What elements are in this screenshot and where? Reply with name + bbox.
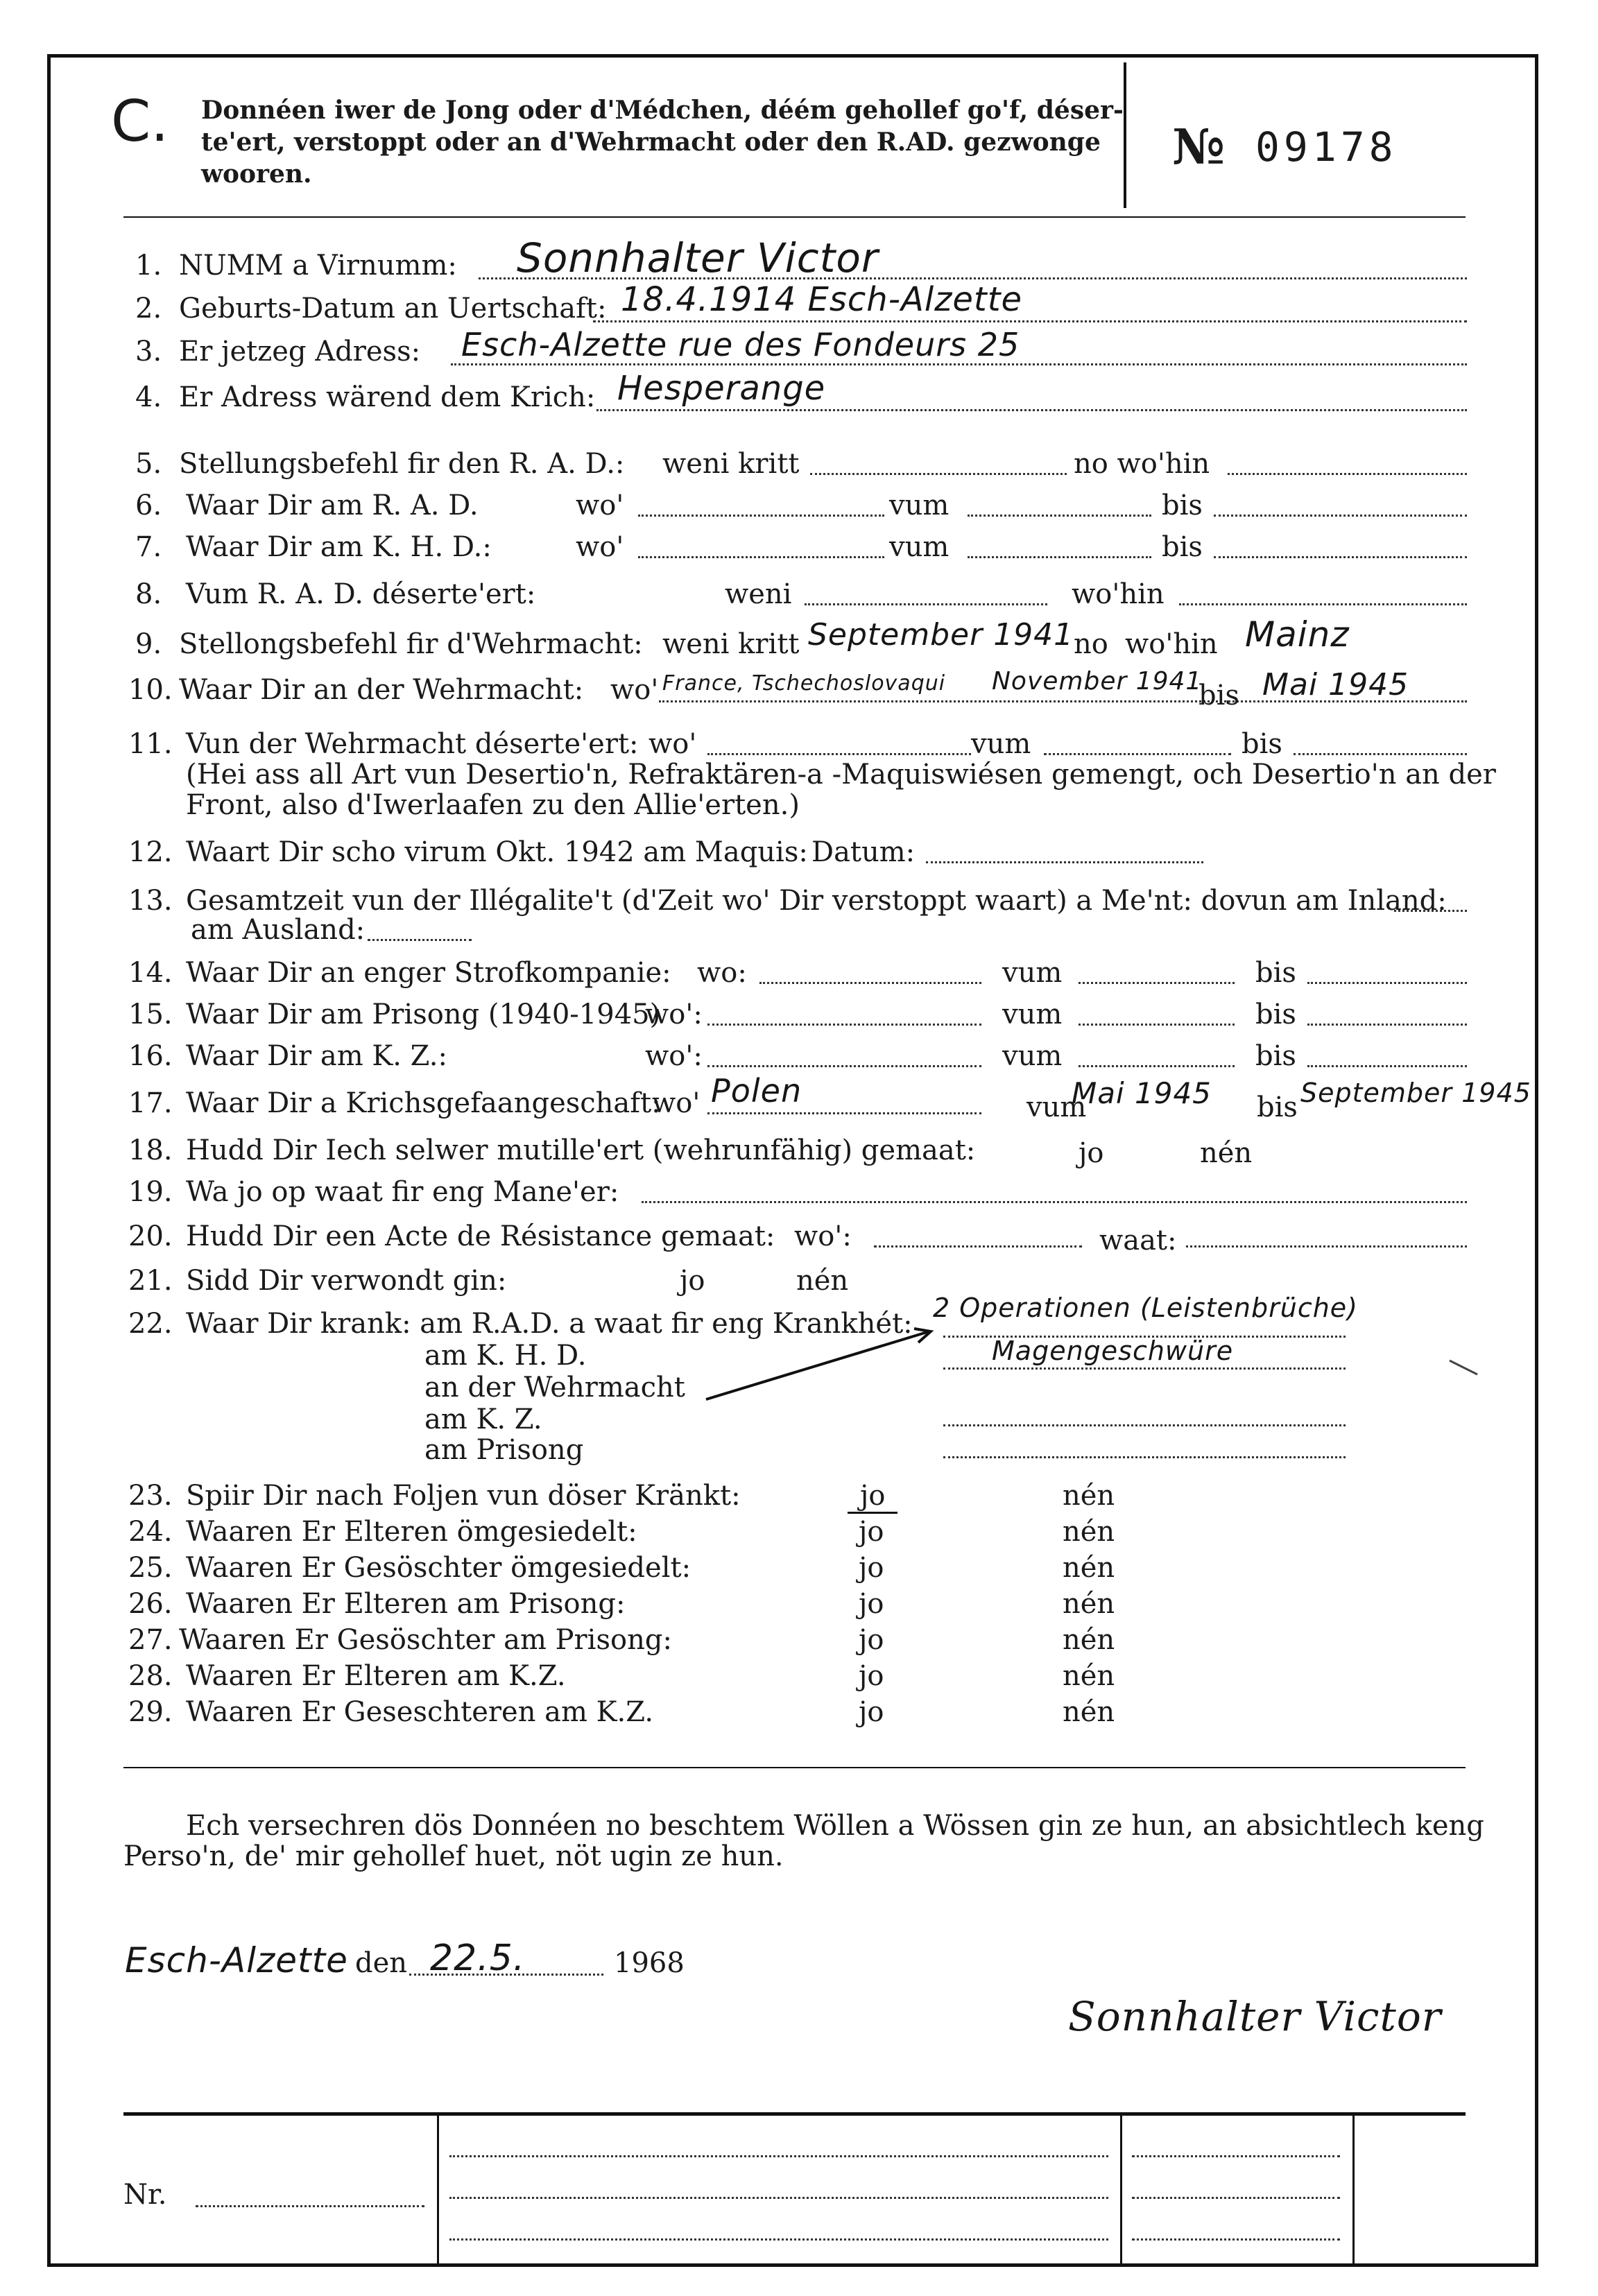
q17-answer-from: Mai 1945	[1072, 1076, 1212, 1110]
q5-weni: weni kritt	[662, 448, 800, 480]
q18-label: Hudd Dir Iech selwer mutille'ert (wehrunfähig) gemaat:	[186, 1134, 976, 1166]
q6-bis: bis	[1162, 490, 1203, 521]
q17-answer-place: Polen	[711, 1072, 802, 1110]
q13-label: Gesamtzeit vun der Illégalite't (d'Zeit wo' Dir verstoppt waart) a Me'nt: dovun am Inland:	[186, 885, 1447, 917]
nr-label: Nr.	[123, 2179, 167, 2211]
q10-answer-to: Mai 1945	[1262, 667, 1409, 702]
q8-num: 8.	[135, 578, 162, 610]
footer-rule-top	[123, 2112, 1466, 2116]
q9-answer-place: Mainz	[1245, 614, 1350, 655]
q22-sub-kz: am K. Z.	[424, 1404, 542, 1435]
q4-answer: Hesperange	[617, 369, 826, 408]
q27-label: Waaren Er Gesöschter am Prisong:	[179, 1624, 672, 1656]
q3-num: 3.	[135, 336, 162, 368]
footer-divider-2	[1120, 2114, 1122, 2263]
q14-vum: vum	[1002, 957, 1063, 989]
q4-label: Er Adress wärend dem Krich:	[179, 381, 596, 413]
q16-vum: vum	[1002, 1040, 1063, 1072]
nr-line	[196, 2205, 424, 2207]
q10-answer-from: November 1941	[992, 667, 1203, 696]
q14-wo: wo:	[697, 957, 747, 989]
q2-answer: 18.4.1914 Esch-Alzette	[621, 280, 1023, 319]
q1-answer: Sonnhalter Victor	[517, 234, 879, 282]
q17-bis: bis	[1257, 1091, 1298, 1123]
q10-bis: bis	[1198, 680, 1239, 711]
q16-num: 16.	[128, 1040, 173, 1072]
header-line-1: Donnéen iwer de Jong oder d'Médchen, déém gehollef go'f, déser-	[201, 96, 1124, 125]
q15-label: Waar Dir am Prisong (1940-1945)	[186, 999, 661, 1030]
q13-num: 13.	[128, 885, 173, 917]
q7-num: 7.	[135, 531, 162, 563]
q6-label: Waar Dir am R. A. D.	[186, 490, 479, 521]
declaration-line-2: Perso'n, de' mir gehollef huet, nöt ugin ze hun.	[123, 1840, 784, 1872]
q26-jo: jo	[859, 1588, 884, 1620]
q16-label: Waar Dir am K. Z.:	[186, 1040, 447, 1072]
q28-num: 28.	[128, 1660, 173, 1692]
section-letter: C.	[111, 89, 169, 155]
q24-num: 24.	[128, 1516, 173, 1548]
q25-label: Waaren Er Gesöschter ömgesiedelt:	[186, 1552, 691, 1584]
q1-num: 1.	[135, 250, 162, 282]
q19-label: Wa jo op waat fir eng Mane'er:	[186, 1176, 619, 1208]
q10-label: Waar Dir an der Wehrmacht:	[179, 674, 584, 706]
q1-label: NUMM a Virnumm:	[179, 250, 457, 282]
q7-vum: vum	[889, 531, 950, 563]
q20-label: Hudd Dir een Acte de Résistance gemaat:	[186, 1220, 775, 1252]
q11-vum: vum	[971, 728, 1031, 760]
q22-num: 22.	[128, 1308, 173, 1340]
q19-num: 19.	[128, 1176, 173, 1208]
q24-nen: nén	[1063, 1516, 1115, 1548]
q20-num: 20.	[128, 1220, 173, 1252]
q16-bis: bis	[1255, 1040, 1296, 1072]
q11-wo: wo'	[648, 728, 697, 760]
q5-label: Stellungsbefehl fir den R. A. D.:	[179, 448, 625, 480]
q23-label: Spiir Dir nach Foljen vun döser Kränkt:	[186, 1480, 741, 1512]
q5-num: 5.	[135, 448, 162, 480]
q3-label: Er jetzeg Adress:	[179, 336, 421, 368]
q23-jo: jo	[848, 1480, 897, 1514]
footer-line-a1	[449, 2155, 1108, 2157]
signature: Sonnhalter Victor	[1068, 1993, 1442, 2040]
form-number: 09178	[1255, 123, 1398, 171]
q22-label: Waar Dir krank: am R.A.D. a waat fir eng Krankhét:	[186, 1308, 913, 1340]
footer-divider-1	[437, 2114, 439, 2263]
q16-wo: wo':	[645, 1040, 703, 1072]
q12-num: 12.	[128, 836, 173, 868]
q29-nen: nén	[1063, 1696, 1115, 1728]
q24-label: Waaren Er Elteren ömgesiedelt:	[186, 1516, 637, 1548]
q23-num: 23.	[128, 1480, 173, 1512]
q10-wo: wo'	[610, 674, 659, 706]
q21-label: Sidd Dir verwondt gin:	[186, 1265, 507, 1297]
footer-line-b3	[1132, 2238, 1340, 2241]
q22-sub-khd: am K. H. D.	[424, 1340, 587, 1372]
q26-label: Waaren Er Elteren am Prisong:	[186, 1588, 626, 1620]
q12-label: Waart Dir scho virum Okt. 1942 am Maquis:	[186, 836, 808, 868]
q15-vum: vum	[1002, 999, 1063, 1030]
q26-num: 26.	[128, 1588, 173, 1620]
q7-label: Waar Dir am K. H. D.:	[186, 531, 492, 563]
footer-line-b1	[1132, 2155, 1340, 2157]
q17-wo: wo'	[652, 1087, 701, 1119]
q22-answer-2: Magengeschwüre	[992, 1336, 1234, 1366]
q9-no: no	[1074, 628, 1108, 660]
year: 1968	[614, 1947, 685, 1979]
q11-label: Vun der Wehrmacht déserte'ert:	[186, 728, 639, 760]
q9-label: Stellongsbefehl fir d'Wehrmacht:	[179, 628, 643, 660]
q11-note-2: Front, also d'Iwerlaafen zu den Allie'erten.)	[186, 789, 800, 821]
q11-note-1: (Hei ass all Art vun Desertio'n, Refraktären-a -Maquiswiésen gemengt, och Desertio'n an der	[186, 759, 1496, 791]
place-handwritten: Esch-Alzette	[125, 1940, 348, 1980]
q9-answer-date: September 1941	[808, 617, 1074, 653]
q2-num: 2.	[135, 293, 162, 325]
q21-jo: jo	[680, 1265, 705, 1297]
q22-answer-1: 2 Operationen (Leistenbrüche)	[933, 1293, 1359, 1323]
q9-wohin: wo'hin	[1125, 628, 1218, 660]
q29-label: Waaren Er Geseschteren am K.Z.	[186, 1696, 654, 1728]
q8-label: Vum R. A. D. déserte'ert:	[186, 578, 536, 610]
q27-nen: nén	[1063, 1624, 1115, 1656]
q14-label: Waar Dir an enger Strofkompanie:	[186, 957, 671, 989]
q8-weni: weni	[725, 578, 792, 610]
footer-divider-3	[1352, 2114, 1355, 2263]
q28-jo: jo	[859, 1660, 884, 1692]
footer-line-a3	[449, 2238, 1108, 2241]
q25-jo: jo	[859, 1552, 884, 1584]
q11-bis: bis	[1242, 728, 1282, 760]
header-line-2: te'ert, verstoppt oder an d'Wehrmacht oder den R.AD. gezwonge	[201, 128, 1101, 157]
q20-wo: wo':	[794, 1220, 852, 1252]
q17-vum: vum	[1026, 1091, 1087, 1123]
den-label: den	[355, 1947, 408, 1979]
footer-line-a2	[449, 2197, 1108, 2199]
q28-nen: nén	[1063, 1660, 1115, 1692]
q20-waat: waat:	[1099, 1225, 1177, 1257]
q22-sub-prisong: am Prisong	[424, 1434, 584, 1466]
q27-jo: jo	[859, 1624, 884, 1656]
q28-label: Waaren Er Elteren am K.Z.	[186, 1660, 566, 1692]
number-sign: №	[1172, 118, 1226, 175]
q15-wo: wo':	[645, 999, 703, 1030]
section-rule	[123, 1767, 1466, 1768]
q15-num: 15.	[128, 999, 173, 1030]
q17-num: 17.	[128, 1087, 173, 1119]
q24-jo: jo	[859, 1516, 884, 1548]
q5-nowohin: no wo'hin	[1074, 448, 1210, 480]
q25-nen: nén	[1063, 1552, 1115, 1584]
q18-num: 18.	[128, 1134, 173, 1166]
q4-num: 4.	[135, 381, 162, 413]
q17-answer-to: September 1945	[1300, 1078, 1531, 1108]
q23-nen: nén	[1063, 1480, 1115, 1512]
q14-num: 14.	[128, 957, 173, 989]
q9-num: 9.	[135, 628, 162, 660]
q17-label: Waar Dir a Krichsgefaangeschaft:	[186, 1087, 661, 1119]
q9-weni: weni kritt	[662, 628, 800, 660]
q22-sub-wehrmacht: an der Wehrmacht	[424, 1372, 685, 1404]
q10-num: 10.	[128, 674, 173, 706]
q21-nen: nén	[796, 1265, 849, 1297]
q29-num: 29.	[128, 1696, 173, 1728]
q13-ausland: am Ausland:	[191, 914, 366, 946]
q10-answer-place: France, Tschechoslovaqui	[662, 671, 946, 696]
q12-datum: Datum:	[811, 836, 916, 868]
q25-num: 25.	[128, 1552, 173, 1584]
declaration-line-1: Ech versechren dös Donnéen no beschtem Wöllen a Wössen gin ze hun, an absichtlech keng	[186, 1810, 1484, 1842]
footer-line-b2	[1132, 2197, 1340, 2199]
q18-nen: nén	[1200, 1137, 1253, 1169]
q2-label: Geburts-Datum an Uertschaft:	[179, 293, 607, 325]
q8-wohin: wo'hin	[1072, 578, 1165, 610]
q26-nen: nén	[1063, 1588, 1115, 1620]
q11-num: 11.	[128, 728, 173, 760]
date-handwritten: 22.5.	[430, 1937, 526, 1979]
q21-num: 21.	[128, 1265, 173, 1297]
q6-vum: vum	[889, 490, 950, 521]
q3-answer: Esch-Alzette rue des Fondeurs 25	[461, 326, 1020, 363]
q6-num: 6.	[135, 490, 162, 521]
q18-jo: jo	[1079, 1137, 1104, 1169]
q7-bis: bis	[1162, 531, 1203, 563]
q7-wo: wo'	[576, 531, 624, 563]
q6-wo: wo'	[576, 490, 624, 521]
q29-jo: jo	[859, 1696, 884, 1728]
q27-num: 27.	[128, 1624, 173, 1656]
q14-bis: bis	[1255, 957, 1296, 989]
header-line-3: wooren.	[201, 159, 312, 189]
q15-bis: bis	[1255, 999, 1296, 1030]
